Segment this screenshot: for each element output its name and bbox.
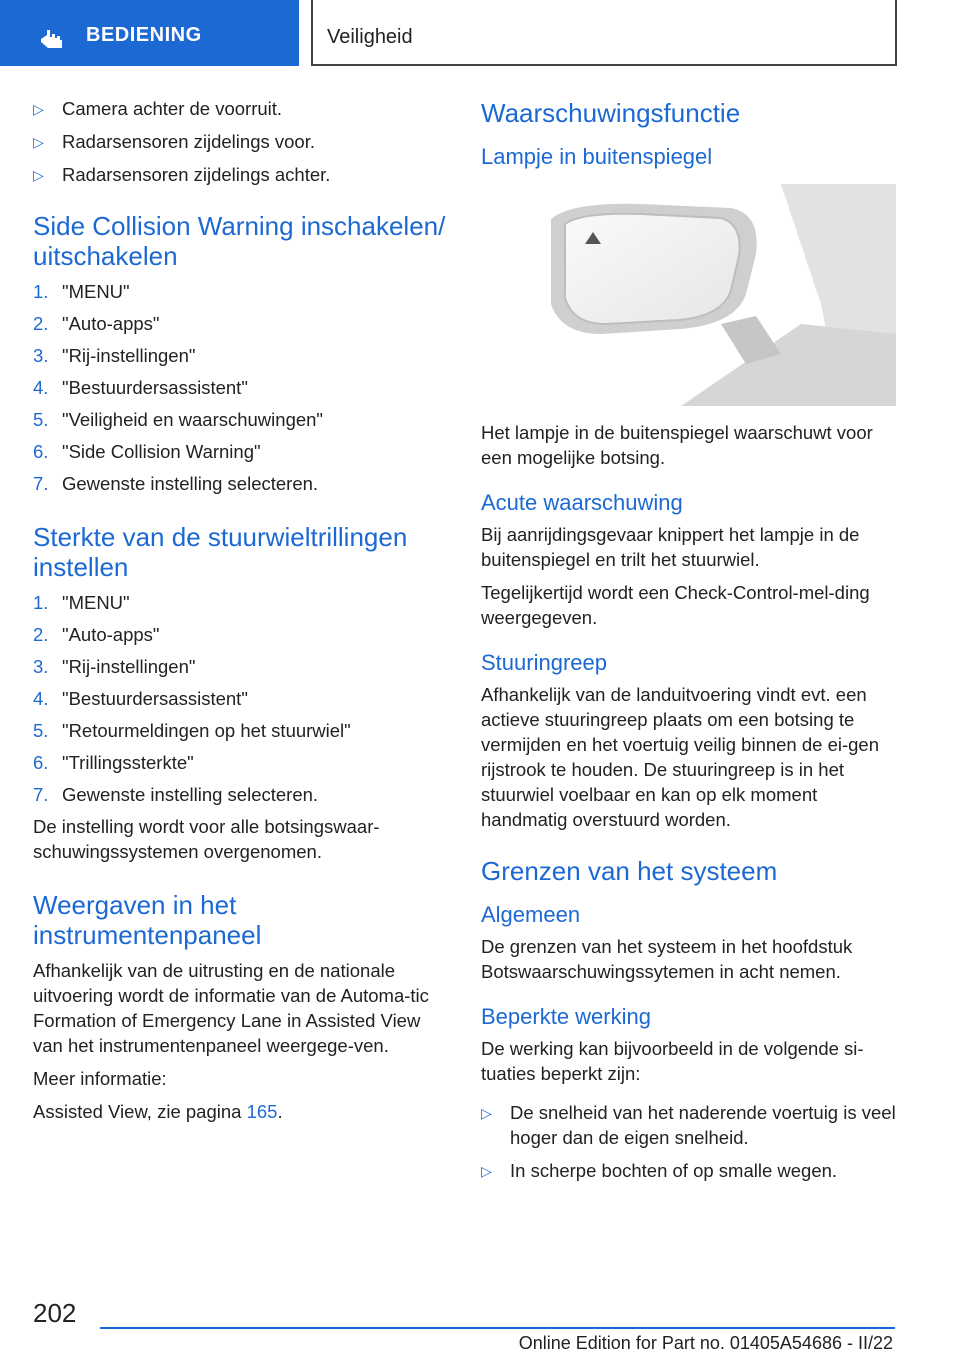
list-item: ▷ De snelheid van het naderende voertuig is veel hoger dan de eigen snelheid. bbox=[481, 1102, 896, 1148]
subsection-heading: Beperkte werking bbox=[481, 1004, 651, 1029]
chapter-tab bbox=[0, 0, 299, 66]
body-text: Afhankelijk van de landuitvoering vindt evt. een actieve stuuringreep plaats om een botsing te vermijden en het voertuig veilig binnen de ei-gen rijstrook te houden. De stuuringreep is in het stuurwiel voelbaar en kan op elk moment handmatig overstuurd worden. bbox=[481, 684, 880, 830]
list-item: 1. "MENU" bbox=[33, 281, 130, 302]
pointing-hand-icon bbox=[38, 26, 66, 54]
list-item: 2. "Auto-apps" bbox=[33, 624, 160, 645]
list-item: 3. "Rij-instellingen" bbox=[33, 345, 196, 366]
subsection-heading: Stuuringreep bbox=[481, 650, 607, 675]
list-item: 5. "Retourmeldingen op het stuurwiel" bbox=[33, 720, 351, 741]
subsection-heading: Lampje in buitenspiegel bbox=[481, 144, 713, 169]
body-text: Het lampje in de buitenspiegel waarschuwt voor een mogelijke botsing. bbox=[481, 422, 873, 468]
right-column bbox=[481, 96, 896, 1191]
body-text: De grenzen van het systeem in het hoofdstuk Botswaarschuwingssytemen in acht nemen. bbox=[481, 936, 853, 982]
list-item: 7. Gewenste instelling selecteren. bbox=[33, 473, 319, 494]
note-text: De instelling wordt voor alle botsingswaar-schuwingssystemen overgenomen. bbox=[33, 816, 380, 862]
triangle-bullet-icon: ▷ bbox=[33, 167, 44, 183]
side-mirror-illustration bbox=[481, 184, 896, 406]
list-item: 2. "Auto-apps" bbox=[33, 313, 160, 334]
page-link[interactable]: 165 bbox=[246, 1101, 278, 1122]
section-title: Veiligheid bbox=[327, 26, 413, 48]
subsection-heading: Acute waarschuwing bbox=[481, 490, 683, 515]
body-text: Tegelijkertijd wordt een Check-Control-mel-ding weergegeven. bbox=[481, 582, 870, 628]
list-item: 4. "Bestuurdersassistent" bbox=[33, 688, 248, 709]
section-heading: Waarschuwingsfunctie bbox=[481, 98, 741, 128]
list-item: ▷ Radarsensoren zijdelings voor. bbox=[33, 129, 448, 154]
step-list bbox=[33, 279, 448, 496]
list-item: ▷ Radarsensoren zijdelings achter. bbox=[33, 162, 448, 187]
triangle-bullet-icon: ▷ bbox=[33, 101, 44, 117]
body-text: Afhankelijk van de uitrusting en de nationale uitvoering wordt de informatie van de Automa-tic Formation of Emergency Lane in Assisted View van het instrumentenpaneel weergege-ven. bbox=[33, 960, 429, 1056]
body-text: De werking kan bijvoorbeeld in de volgende si-tuaties beperkt zijn: bbox=[481, 1038, 864, 1084]
chapter-label: BEDIENING bbox=[86, 24, 202, 46]
subsection-heading: Algemeen bbox=[481, 902, 581, 927]
left-column bbox=[33, 96, 448, 1132]
body-text: Bij aanrijdingsgevaar knippert het lampje in de buitenspiegel en trilt het stuurwiel. bbox=[481, 524, 860, 570]
list-item: 7. Gewenste instelling selecteren. bbox=[33, 784, 319, 805]
triangle-bullet-icon: ▷ bbox=[481, 1105, 492, 1121]
section-heading: Side Collision Warning inschakelen/ uitschakelen bbox=[33, 211, 446, 271]
list-item: ▷ Camera achter de voorruit. bbox=[33, 96, 448, 121]
section-header bbox=[311, 0, 897, 66]
limitation-bullet-list bbox=[481, 1100, 896, 1183]
section-heading: Weergaven in het instrumentenpaneel bbox=[33, 890, 262, 950]
triangle-bullet-icon: ▷ bbox=[33, 134, 44, 150]
list-item: 1. "MENU" bbox=[33, 592, 130, 613]
section-heading: Grenzen van het systeem bbox=[481, 856, 778, 886]
edition-text: Online Edition for Part no. 01405A54686 - II/22 bbox=[518, 1333, 893, 1353]
intro-bullet-list bbox=[33, 96, 448, 187]
list-item: 5. "Veiligheid en waarschuwingen" bbox=[33, 409, 323, 430]
list-item: ▷ In scherpe bochten of op smalle wegen. bbox=[481, 1158, 896, 1183]
page-reference: Assisted View, zie pagina 165. bbox=[33, 1101, 283, 1122]
list-item: 4. "Bestuurdersassistent" bbox=[33, 377, 248, 398]
page-number: 202 bbox=[33, 1298, 77, 1328]
more-info-label: Meer informatie: bbox=[33, 1068, 167, 1089]
list-item: 3. "Rij-instellingen" bbox=[33, 656, 196, 677]
triangle-bullet-icon: ▷ bbox=[481, 1163, 492, 1179]
section-heading: Sterkte van de stuurwieltrillingen instellen bbox=[33, 522, 408, 582]
step-list bbox=[33, 590, 448, 807]
list-item: 6. "Side Collision Warning" bbox=[33, 441, 261, 462]
list-item: 6. "Trillingssterkte" bbox=[33, 752, 194, 773]
footer-divider bbox=[100, 1327, 895, 1329]
